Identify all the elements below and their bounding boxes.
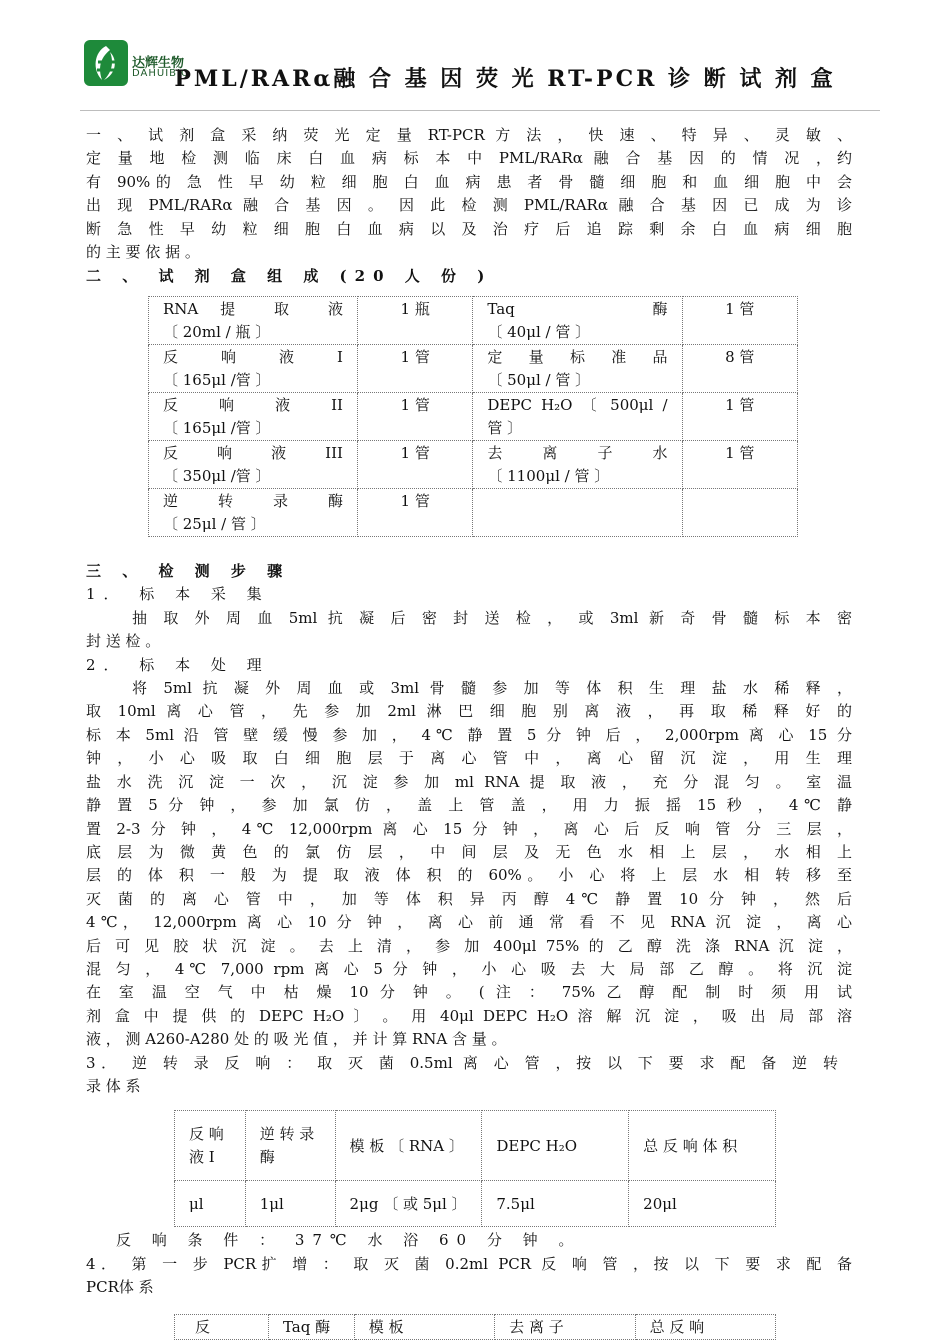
text-line: 一 、 试 剂 盒 采 纳 荧 光 定 量 RT-PCR 方 法 ， 快 速 、 特 异 、 灵 敏 、 [86,126,852,144]
table-cell: 1 管 [682,297,797,345]
table-row [175,1314,776,1339]
table-cell: 8 管 [682,345,797,393]
text-line: 4℃， 12,000rpm 离 心 10 分 钟 ， 离 心 前 通 常 看 不 见 RNA 沉 淀 ， 离 心 [86,913,852,932]
table-row [175,1111,776,1181]
text-line: 的 主 要 依 据 。 [86,243,200,262]
text-line: 后 可 见 胶 状 沉 淀 。 去 上 清 ， 参 加 400μl 75% 的 乙 醇 洗 涤 RNA 沉 淀 ， [86,936,852,955]
table-cell: 反 响 液 II 〔 165μl /管 〕 [149,393,358,441]
text-line: 有 90%的 急 性 早 幼 粒 细 胞 白 血 病 患 者 骨 髓 细 胞 和 血 细 胞 中 会 [86,172,852,191]
text-line: 灭 菌 的 离 心 管 中 ， 加 等 体 积 异 丙 醇 4℃ 静 置 10 分 钟 ， 然 后 [86,889,852,908]
document-body [86,124,852,1340]
table-header-cell: 反 响 液 I [175,1111,246,1181]
text-line: 层 的 体 积 一 般 为 提 取 液 体 积 的 60%。 小 心 将 上 层 水 相 转 移 至 [86,866,852,885]
text-line: 定 量 地 检 测 临 床 白 血 病 标 本 中 PML/RARα 融 合 基 因 的 情 况 ，约 [86,149,852,168]
table-cell: 20μl [629,1181,776,1227]
step-title: 1． 标 本 采 集 [86,585,270,604]
table-row [149,345,798,393]
text-line: 置 2-3 分 钟 ， 4℃ 12,000rpm 离 心 15 分 钟 ， 离 心 后 反 响 管 分 三 层 ， [86,819,852,838]
table-cell: 逆 转 录 酶 〔 25μl / 管 〕 [149,489,358,537]
table-header-cell: 总 反 响 体 积 [629,1111,776,1181]
table-row [149,393,798,441]
table-cell: DEPC H₂O 〔 500μl / 管 〕 [473,393,682,441]
text-line: 将 5ml 抗 凝 外 周 血 或 3ml 骨 髓 参 加 等 体 积 生 理 盐 水 稀 释 ， [132,679,852,698]
header-divider [80,110,880,111]
text-line: 盐 水 洗 沉 淀 一 次 ， 沉 淀 参 加 ml RNA 提 取 液 ， 充 分 混 匀 。 室 温 [86,772,852,791]
table-cell: 7.5μl [482,1181,629,1227]
text-line: 底 层 为 微 黄 色 的 氯 仿 层 ， 中 间 层 及 无 色 水 相 上 层 ， 水 相 上 [86,842,852,861]
table-cell: 反 响 液 I 〔 165μl /管 〕 [149,345,358,393]
table-cell: 2μg 〔 或 5μl 〕 [335,1181,482,1227]
text-line: 钟 ， 小 心 吸 取 白 细 胞 层 于 离 心 管 中 ， 离 心 留 沉 淀 ， 用 生 理 [86,749,852,768]
table-cell: 反 响 液 III 〔 350μl /管 〕 [149,441,358,489]
table-cell: Taq 酶 〔 40μl / 管 〕 [473,297,682,345]
text-line: 混 匀 ， 4℃ 7,000 rpm 离 心 5 分 钟 ， 小 心 吸 去 大 局 部 乙 醇 。 将 沉 淀 [86,959,852,978]
logo-english-name: DAHUIBIO [132,68,190,79]
table-cell: μl [175,1181,246,1227]
pcr-reaction-table [174,1314,776,1340]
table-cell: 1 管 [357,393,472,441]
document-title: PML/RARα融 合 基 因 荧 光 RT-PCR 诊 断 试 剂 盒 [174,66,836,92]
table-row [149,441,798,489]
text-line: 断 急 性 早 幼 粒 细 胞 白 血 病 以 及 治 疗 后 追 踪 剩 余 白 血 病 细 胞 [86,219,852,238]
text-line: 取 10ml 离 心 管 ， 先 参 加 2ml 淋 巴 细 胞 别 离 液 ， 再 取 稀 释 好 的 [86,702,852,721]
kit-components-table [148,296,798,537]
table-cell: 1 管 [357,345,472,393]
table-header-cell: Taq 酶 [268,1314,354,1339]
table-header-cell: 去 离 子 [495,1314,635,1339]
logo-chinese-name: 达辉生物 [132,56,185,71]
table-cell: 1 管 [357,441,472,489]
text-line: 液 ， 测 A260-A280 处 的 吸 光 值 ， 并 计 算 RNA 含 量 。 [86,1030,507,1049]
section-heading-kit: 二 、 试 剂 盒 组 成 (20 人 份 ) [86,267,493,286]
text-line: 静 置 5 分 钟 ， 参 加 氯 仿 ， 盖 上 管 盖 ， 用 力 振 摇 15 秒 ， 4℃ 静 [86,796,852,815]
table-row [149,489,798,537]
table-cell [682,489,797,537]
table-header-cell: 总 反 响 [635,1314,775,1339]
table-header-cell: DEPC H₂O [482,1111,629,1181]
text-line: PCR体 系 [86,1278,154,1297]
table-header-cell: 反 [175,1314,269,1339]
table-cell: RNA 提 取 液 〔 20ml / 瓶 〕 [149,297,358,345]
text-line: 抽 取 外 周 血 5ml 抗 凝 后 密 封 送 检 ， 或 3ml 新 奇 骨 髓 标 本 密 [132,608,852,627]
text-line: 3． 逆 转 录 反 响 ： 取 灭 菌 0.5ml 离 心 管 ，按 以 下 要 求 配 备 逆 转 [86,1053,838,1072]
table-header-cell: 模 板 [354,1314,494,1339]
table-row [175,1181,776,1227]
text-line: 录 体 系 [86,1076,141,1095]
text-line: 剂 盒 中 提 供 的 DEPC H₂O 〕 。 用 40μl DEPC H₂O 溶 解 沉 淀 ， 吸 出 局 部 溶 [86,1006,852,1025]
table-row [149,297,798,345]
table-cell: 定 量 标 准 品 〔 50μl / 管 〕 [473,345,682,393]
table-cell [473,489,682,537]
table-cell: 1 管 [682,441,797,489]
reaction-condition: 反 响 条 件 ： 37℃ 水 浴 60 分 钟 。 [116,1231,582,1250]
text-line: 封 送 检 。 [86,632,161,651]
table-header-cell: 逆 转 录 酶 [245,1111,335,1181]
text-line: 出 现 PML/RARα 融 合 基 因 。 因 此 检 测 PML/RARα 融 合 基 因 已 成 为 诊 [86,196,852,215]
text-line: 标 本 5ml 沿 管 壁 缓 慢 参 加 ， 4℃ 静 置 5 分 钟 后 ， 2,000rpm 离 心 15 分 [86,725,852,744]
rt-reaction-table [174,1110,776,1227]
table-cell: 1 管 [357,489,472,537]
text-line: 4． 第 一 步 PCR扩 增 ： 取 灭 菌 0.2ml PCR 反 响 管 ，按 以 下 要 求 配 备 [86,1254,852,1273]
table-cell: 1 瓶 [357,297,472,345]
step-title: 2． 标 本 处 理 [86,655,270,674]
section-heading-steps: 三 、 检 测 步 骤 [86,562,291,581]
page-header [0,0,950,112]
table-cell: 1 管 [682,393,797,441]
table-cell: 1μl [245,1181,335,1227]
text-line: 在 室 温 空 气 中 枯 燥 10 分 钟 。 ( 注 ： 75% 乙 醇 配 制 时 须 用 试 [86,983,852,1002]
table-header-cell: 模 板 〔 RNA 〕 [335,1111,482,1181]
table-cell: 去 离 子 水 〔 1100μl / 管 〕 [473,441,682,489]
section-intro [86,124,852,264]
